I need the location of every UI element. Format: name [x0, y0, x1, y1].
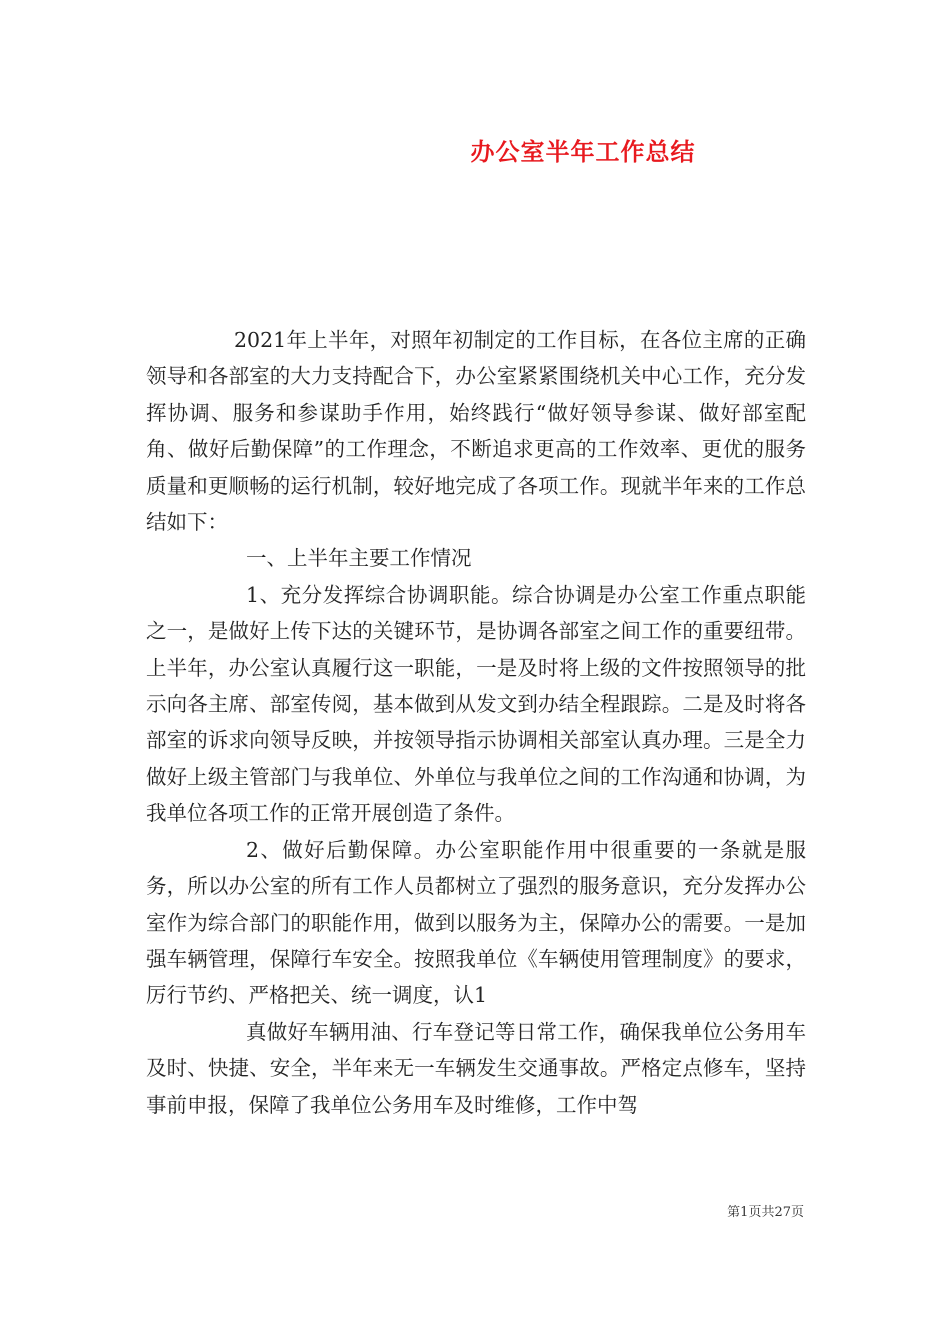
paragraph-coordination: 1、充分发挥综合协调职能。综合协调是办公室工作重点职能之一，是做好上传下达的关键环节，是协调各部室之间工作的重要纽带。上半年，办公室认真履行这一职能，一是及时将上级的文件按照领导的批示向各主席、部室传阅，基本做到从发文到办结全程跟踪。二是及时将各部室的诉求向领导反映，并按领导指示协调相关部室认真办理。三是全力做好上级主管部门与我单位、外单位与我单位之间的工作沟通和协调，为我单位各项工作的正常开展创造了条件。: [146, 582, 806, 826]
document-body: [146, 322, 806, 1123]
paragraph-vehicles: 真做好车辆用油、行车登记等日常工作，确保我单位公务用车及时、快捷、安全，半年来无一车辆发生交通事故。严格定点修车，坚持事前申报，保障了我单位公务用车及时维修，工作中驾: [146, 1019, 806, 1117]
section-heading-1: 一、上半年主要工作情况: [246, 546, 472, 571]
document-title: 办公室半年工作总结: [470, 137, 696, 166]
paragraph-intro: 2021年上半年，对照年初制定的工作目标，在各位主席的正确领导和各部室的大力支持配合下，办公室紧紧围绕机关中心工作，充分发挥协调、服务和参谋助手作用，始终践行“做好领导参谋、做好部室配角、做好后勤保障”的工作理念，不断追求更高的工作效率、更优的服务质量和更顺畅的运行机制，较好地完成了各项工作。现就半年来的工作总结如下：: [146, 328, 806, 535]
paragraph-logistics: 2、做好后勤保障。办公室职能作用中很重要的一条就是服务，所以办公室的所有工作人员都树立了强烈的服务意识，充分发挥办公室作为综合部门的职能作用，做到以服务为主，保障办公的需要。一是加强车辆管理，保障行车安全。按照我单位《车辆使用管理制度》的要求，厉行节约、严格把关、统一调度，认1: [146, 837, 806, 1008]
page-number: 第1页共27页: [727, 1205, 804, 1220]
